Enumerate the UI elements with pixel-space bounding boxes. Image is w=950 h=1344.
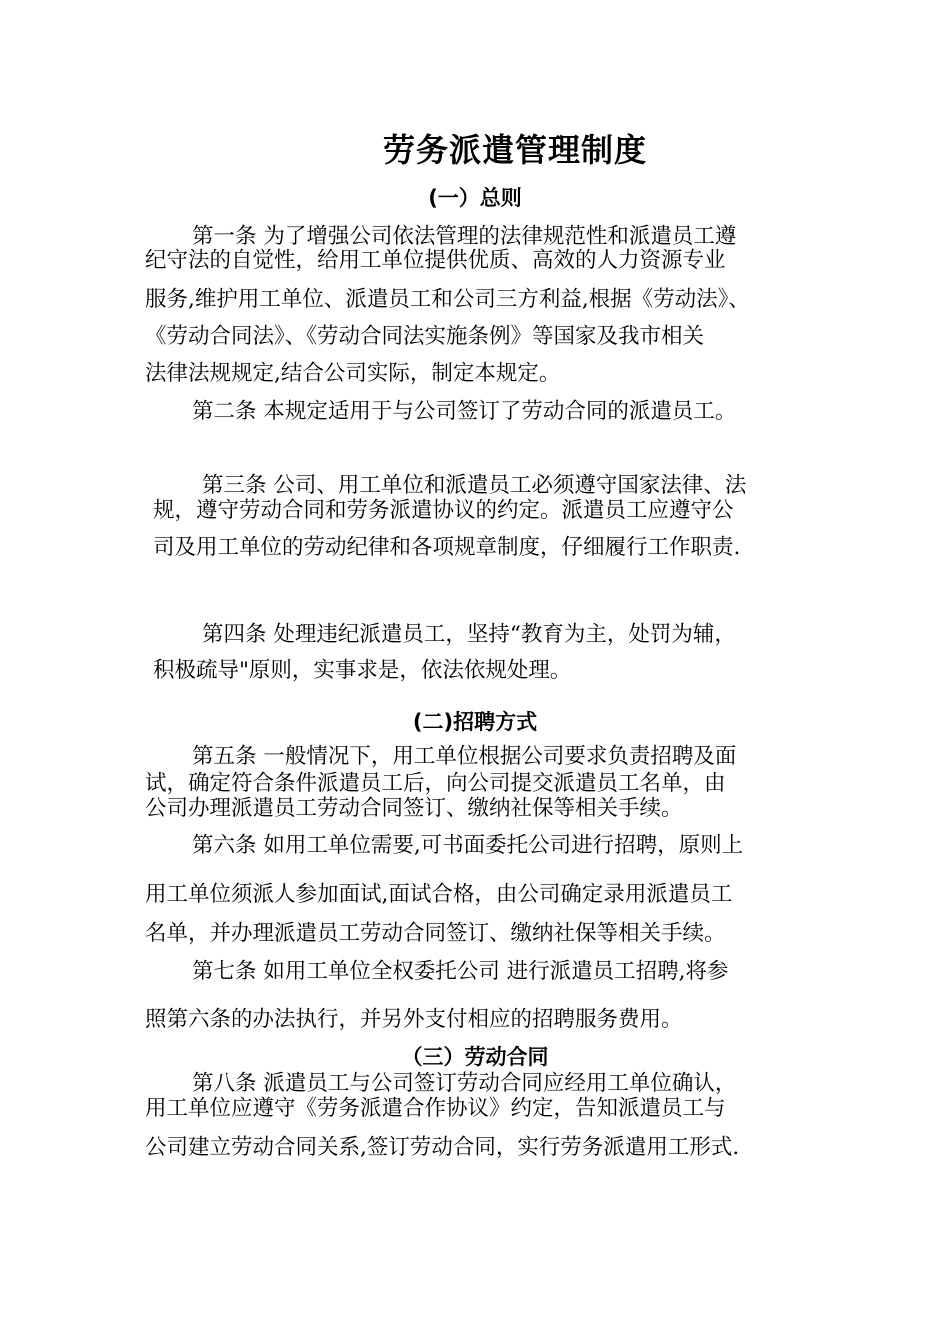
paragraph-line: 积极疏导"原则，实事求是，依法依规处理。 [153,658,572,683]
paragraph-line: 第一条 为了增强公司依法管理的法律规范性和派遣员工遵 [192,224,737,249]
document-title: 劳务派遣管理制度 [382,131,647,169]
paragraph-line: 第四条 处理违纪派遣员工，坚持“教育为主，处罚为辅， [202,622,736,647]
paragraph-line: 试，确定符合条件派遣员工后，向公司提交派遣员工名单，由 [145,771,726,796]
paragraph-line: 公司办理派遣员工劳动合同签订、缴纳社保等相关手续。 [145,796,683,821]
paragraph-line: 法律法规规定,结合公司实际，制定本规定。 [145,361,561,386]
paragraph-line: 第五条 一般情况下，用工单位根据公司要求负责招聘及面 [192,744,737,769]
paragraph-line: 第七条 如用工单位全权委托公司 进行派遣员工招聘,将参 [192,959,729,984]
paragraph-line: 用工单位须派人参加面试,面试合格，由公司确定录用派遣员工 [145,882,733,907]
paragraph-line: 用工单位应遵守《劳务派遣合作协议》约定，告知派遣员工与 [145,1096,726,1121]
paragraph-line: 公司建立劳动合同关系,签订劳动合同，实行劳务派遣用工形式. [145,1135,740,1160]
paragraph-line: 第三条 公司、用工单位和派遣员工必须遵守国家法律、法 [202,473,747,498]
paragraph-line: 纪守法的自觉性，给用工单位提供优质、高效的人力资源专业 [145,248,726,273]
paragraph-line: 第八条 派遣员工与公司签订劳动合同应经用工单位确认， [192,1071,737,1096]
paragraph-line: 《劳动合同法》、《劳动合同法实施条例》等国家及我市相关 [145,324,705,349]
section-heading-labor-contract: （三）劳动合同 [401,1045,549,1069]
paragraph-line: 名单，并办理派遣员工劳动合同签订、缴纳社保等相关手续。 [145,921,726,946]
paragraph-line: 第六条 如用工单位需要,可书面委托公司进行招聘，原则上 [192,833,744,858]
paragraph-line: 第二条 本规定适用于与公司签订了劳动合同的派遣员工。 [192,399,737,424]
paragraph-line: 服务,维护用工单位、派遣员工和公司三方利益,根据《劳动法》、 [145,287,750,312]
section-heading-recruitment: (二)招聘方式 [412,710,538,734]
section-heading-general: (一）总则 [428,186,522,210]
paragraph-line: 司及用工单位的劳动纪律和各项规章制度，仔细履行工作职责. [153,535,741,560]
paragraph-line: 规，遵守劳动合同和劳务派遣协议的约定。派遣员工应遵守公 [153,498,734,523]
paragraph-line: 照第六条的办法执行，并另外支付相应的招聘服务费用。 [145,1007,683,1032]
